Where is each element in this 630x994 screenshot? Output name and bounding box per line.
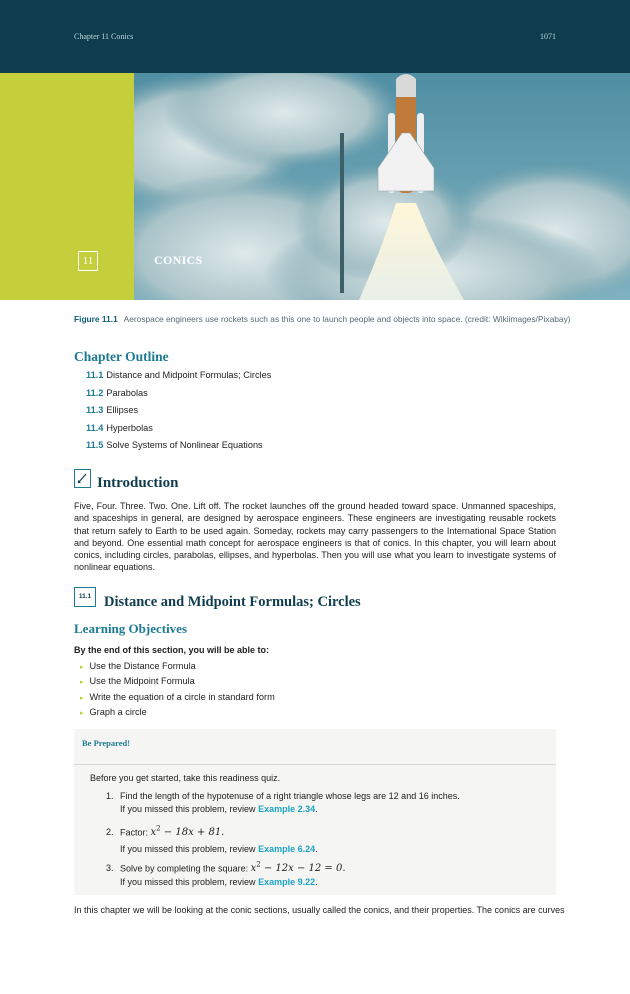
outline-item-number[interactable]: 11.5 [86, 440, 104, 450]
chapter-banner [0, 73, 630, 300]
introduction-heading: Introduction [97, 475, 179, 491]
page-header [0, 0, 630, 73]
outline-item-text: Ellipses [106, 405, 139, 415]
objective-text: Use the Distance Formula [89, 661, 196, 671]
be-prepared-lead: Before you get started, take this readiness quiz. [90, 773, 281, 783]
math-variable: x [150, 827, 157, 839]
objective-item [80, 676, 275, 691]
math-exponent: 2 [156, 825, 161, 833]
introduction-icon [74, 469, 91, 488]
objective-item [80, 707, 275, 722]
review-suffix: . [315, 876, 318, 887]
quiz-question: Solve by completing the square: [120, 863, 251, 874]
objective-text: Graph a circle [89, 706, 147, 717]
review-example-link[interactable]: Example 2.34 [258, 803, 316, 814]
quiz-number: 1. [106, 791, 114, 801]
chapter-outline-list [86, 370, 271, 458]
review-prefix: If you missed this problem, review [120, 843, 259, 854]
math-exponent: 2 [256, 861, 261, 869]
quiz-item-2 [106, 823, 318, 855]
be-prepared-box [74, 729, 556, 895]
outline-item-text: Parabolas [106, 387, 148, 398]
outline-item[interactable] [86, 440, 271, 458]
objective-item [80, 692, 275, 707]
bullet-icon: ▸ [80, 709, 84, 717]
outline-item[interactable] [86, 388, 271, 406]
objective-text: Use the Midpoint Formula [89, 676, 195, 687]
review-example-link[interactable]: Example 6.24 [258, 843, 316, 854]
learning-objectives-title: Learning Objectives [74, 621, 188, 636]
quiz-item-3 [106, 859, 346, 888]
learning-objectives-intro: By the end of this section, you will be able to: [74, 645, 270, 655]
be-prepared-title: Be Prepared! [82, 738, 131, 748]
quiz-number: 3. [106, 863, 114, 874]
review-example-link[interactable]: Example 9.22 [258, 876, 316, 887]
review-prefix: If you missed this problem, review [120, 803, 259, 814]
outline-item-number[interactable]: 11.3 [86, 405, 104, 415]
introduction-paragraph: Five, Four. Three. Two. One. Lift off. The rocket launches off the ground headed toward space. Unmanned spaceships, and spaceships in general, are designed by aerospace engineers. These engineers are investigating reusable rockets that return safely to Earth to be used again. Someday, rockets may carry passengers to the International Space Station and beyond. One essential math concept for aerospace engineers is that of conics. In this chapter, you will learn about conics, including circles, parabolas, ellipses, and hyperbolas. Then you will use what you learn to investigate systems of nonlinear equations. [74, 501, 556, 573]
quiz-question: Factor: [120, 827, 151, 838]
quiz-number: 2. [106, 827, 114, 838]
outline-item[interactable] [86, 370, 271, 388]
figure-caption-text: Aerospace engineers use rockets such as this one to launch people and objects into space. (credit: Wikiimages/Pixabay) [123, 314, 571, 324]
objective-item [80, 661, 275, 676]
bullet-icon: ▸ [80, 694, 84, 702]
figure-label: Figure 11.1 [74, 314, 118, 324]
math-expression [251, 863, 346, 874]
math-expression [151, 827, 225, 838]
closing-paragraph: In this chapter we will be looking at the conic sections, usually called the conics, and their properties. The conics are curves [74, 905, 565, 915]
outline-item-number[interactable]: 11.2 [86, 387, 104, 398]
chapter-number-box: 11 [78, 251, 98, 271]
review-prefix: If you missed this problem, review [120, 876, 259, 887]
math-variable: x [250, 863, 257, 875]
banner-accent-panel [0, 73, 134, 300]
running-head-chapter: Chapter 11 Conics [74, 32, 134, 41]
outline-item-text: Solve Systems of Nonlinear Equations [106, 440, 263, 450]
bullet-icon: ▸ [80, 679, 84, 687]
be-prepared-header [74, 729, 556, 765]
outline-item[interactable] [86, 423, 271, 441]
outline-item[interactable] [86, 405, 271, 423]
section-number-box: 11.1 [74, 587, 96, 607]
learning-objectives-list [80, 661, 275, 722]
chapter-outline-title: Chapter Outline [74, 349, 169, 364]
objective-text: Write the equation of a circle in standard form [89, 691, 275, 702]
outline-item-number[interactable]: 11.1 [86, 370, 104, 380]
quiz-item-1 [106, 790, 460, 815]
chapter-title: CONICS [154, 253, 203, 267]
bullet-icon: ▸ [80, 664, 84, 671]
section-title: Distance and Midpoint Formulas; Circles [104, 594, 361, 610]
review-suffix: . [315, 843, 318, 854]
review-suffix: . [315, 803, 318, 814]
rocket-launch-photo [134, 73, 630, 300]
figure-caption [74, 314, 571, 324]
outline-item-number[interactable]: 11.4 [86, 422, 104, 433]
page-number: 1071 [540, 32, 556, 41]
outline-item-text: Hyperbolas [106, 422, 153, 433]
math-rest: − 12x − 12 = 0. [260, 863, 346, 875]
math-rest: − 18x + 81. [160, 827, 225, 839]
quiz-question: Find the length of the hypotenuse of a right triangle whose legs are 12 and 16 inches. [120, 791, 460, 801]
outline-item-text: Distance and Midpoint Formulas; Circles [106, 370, 272, 380]
